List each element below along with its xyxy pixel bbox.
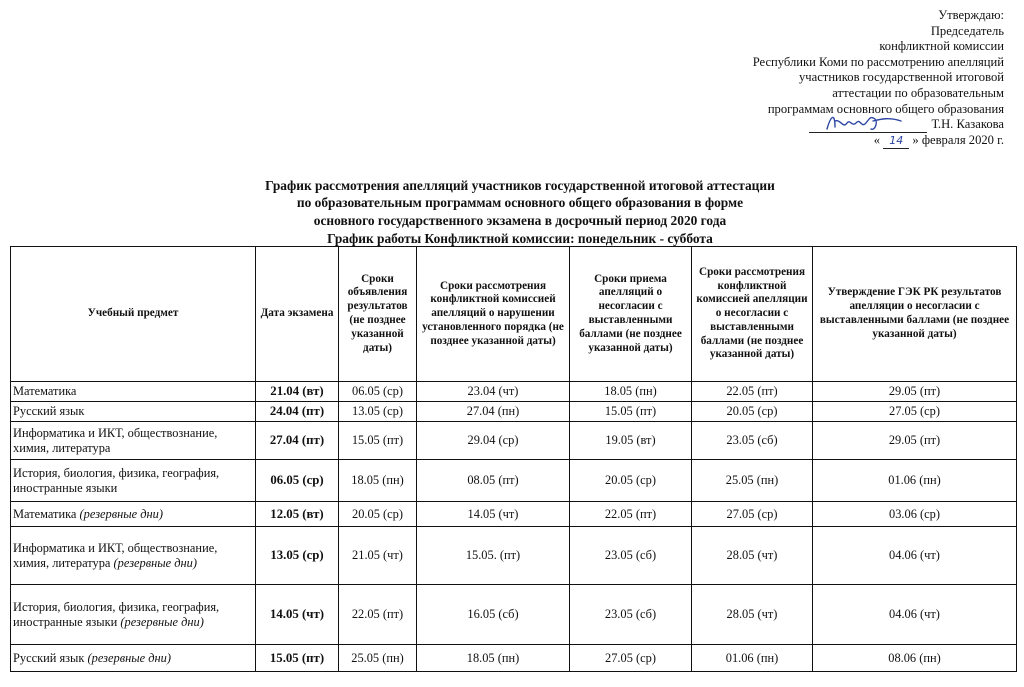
- approve-cell: 08.06 (пн): [813, 645, 1017, 672]
- approval-date: [584, 133, 1004, 150]
- subject-cell: [11, 527, 256, 585]
- signature-line: [584, 117, 1004, 133]
- date-open: «: [873, 132, 881, 147]
- subject-cell: [11, 402, 256, 422]
- table-row: [11, 502, 1017, 527]
- exam-date-cell: 15.05 (пт): [256, 645, 339, 672]
- signature-blank: [809, 119, 927, 133]
- violation-cell: 15.05. (пт): [417, 527, 570, 585]
- header-results: Сроки объявления результатов (не позднее указанной даты): [339, 247, 417, 382]
- subject-name: Русский язык: [13, 650, 85, 665]
- exam-date-cell: 13.05 (ср): [256, 527, 339, 585]
- header-exam-date: Дата экзамена: [256, 247, 339, 382]
- review-cell: 28.05 (чт): [692, 527, 813, 585]
- violation-cell: 08.05 (пт): [417, 460, 570, 502]
- exam-date-cell: 21.04 (вт): [256, 382, 339, 402]
- accept-cell: 20.05 (ср): [570, 460, 692, 502]
- table-row: [11, 645, 1017, 672]
- violation-cell: 18.05 (пн): [417, 645, 570, 672]
- header-appeal-review: Сроки рассмотрения конфликтной комиссией апелляции о несогласии с выставленными баллами (не позднее указанной даты): [692, 247, 813, 382]
- subject-name: Информатика и ИКТ, обществознание, химия, литература: [13, 540, 218, 570]
- table-row: [11, 527, 1017, 585]
- reserve-note: (резервные дни): [120, 614, 204, 629]
- approve-cell: 29.05 (пт): [813, 422, 1017, 460]
- subject-cell: [11, 422, 256, 460]
- subject-cell: [11, 460, 256, 502]
- header-gek-approval: Утверждение ГЭК РК результатов апелляции о несогласии с выставленными баллами (не позднее указанной даты): [813, 247, 1017, 382]
- approve-cell: 03.06 (ср): [813, 502, 1017, 527]
- header-violation-review: Сроки рассмотрения конфликтной комиссией апелляций о нарушении установленного порядка (не позднее указанной даты): [417, 247, 570, 382]
- approval-line: программам основного общего образования: [767, 101, 1004, 116]
- approve-cell: 04.06 (чт): [813, 527, 1017, 585]
- subject-name: История, биология, физика, география, иностранные языки: [13, 465, 220, 495]
- approval-block: [584, 8, 1004, 149]
- approval-line: конфликтной комиссии: [879, 39, 1004, 54]
- subject-name: Информатика и ИКТ, обществознание, химия, литература: [13, 425, 218, 455]
- exam-date-cell: 14.05 (чт): [256, 585, 339, 645]
- date-day: 14: [883, 133, 909, 150]
- table-row: [11, 585, 1017, 645]
- violation-cell: 29.04 (ср): [417, 422, 570, 460]
- document-title: [150, 177, 890, 229]
- approval-line: аттестации по образовательным: [832, 85, 1004, 100]
- accept-cell: 22.05 (пт): [570, 502, 692, 527]
- approve-cell: 29.05 (пт): [813, 382, 1017, 402]
- results-cell: 15.05 (пт): [339, 422, 417, 460]
- review-cell: 25.05 (пн): [692, 460, 813, 502]
- subject-name: Математика: [13, 506, 77, 521]
- results-cell: 20.05 (ср): [339, 502, 417, 527]
- accept-cell: 27.05 (ср): [570, 645, 692, 672]
- review-cell: 28.05 (чт): [692, 585, 813, 645]
- accept-cell: 19.05 (вт): [570, 422, 692, 460]
- signatory-name: Т.Н. Казакова: [931, 117, 1004, 132]
- violation-cell: 16.05 (сб): [417, 585, 570, 645]
- reserve-note: (резервные дни): [113, 555, 197, 570]
- exam-date-cell: 12.05 (вт): [256, 502, 339, 527]
- header-subject: Учебный предмет: [11, 247, 256, 382]
- approval-line: Республики Коми по рассмотрению апелляций: [752, 54, 1004, 69]
- date-rest: » февраля 2020 г.: [912, 132, 1004, 147]
- subject-cell: [11, 585, 256, 645]
- accept-cell: 18.05 (пн): [570, 382, 692, 402]
- title-line: График рассмотрения апелляций участников государственной итоговой аттестации: [265, 178, 775, 193]
- subject-cell: [11, 382, 256, 402]
- accept-cell: 23.05 (сб): [570, 527, 692, 585]
- table-row: [11, 402, 1017, 422]
- approval-line: участников государственной итоговой: [799, 70, 1004, 85]
- review-cell: 27.05 (ср): [692, 502, 813, 527]
- results-cell: 25.05 (пн): [339, 645, 417, 672]
- table-row: [11, 382, 1017, 402]
- table-row: [11, 460, 1017, 502]
- accept-cell: 15.05 (пт): [570, 402, 692, 422]
- schedule-table: [10, 246, 1017, 672]
- review-cell: 23.05 (сб): [692, 422, 813, 460]
- review-cell: 20.05 (ср): [692, 402, 813, 422]
- exam-date-cell: 27.04 (пт): [256, 422, 339, 460]
- approve-cell: 04.06 (чт): [813, 585, 1017, 645]
- review-cell: 01.06 (пн): [692, 645, 813, 672]
- approve-cell: 01.06 (пн): [813, 460, 1017, 502]
- title-line: по образовательным программам основного общего образования в форме: [296, 195, 744, 211]
- violation-cell: 14.05 (чт): [417, 502, 570, 527]
- subject-name: Русский язык: [13, 404, 85, 418]
- approve-cell: 27.05 (ср): [813, 402, 1017, 422]
- results-cell: 22.05 (пт): [339, 585, 417, 645]
- document-subtitle: График работы Конфликтной комиссии: понедельник - суббота: [327, 231, 713, 246]
- accept-cell: 23.05 (сб): [570, 585, 692, 645]
- reserve-note: (резервные дни): [79, 506, 163, 521]
- subject-name: История, биология, физика, география, иностранные языки: [13, 599, 220, 629]
- subject-name: Математика: [13, 384, 77, 398]
- results-cell: 13.05 (ср): [339, 402, 417, 422]
- violation-cell: 23.04 (чт): [417, 382, 570, 402]
- subject-cell: [11, 502, 256, 527]
- reserve-note: (резервные дни): [87, 650, 171, 665]
- results-cell: 21.05 (чт): [339, 527, 417, 585]
- review-cell: 22.05 (пт): [692, 382, 813, 402]
- results-cell: 06.05 (ср): [339, 382, 417, 402]
- approval-line: Председатель: [930, 23, 1004, 38]
- subject-cell: [11, 645, 256, 672]
- title-line: основного государственного экзамена в досрочный период 2020 года: [313, 212, 727, 228]
- exam-date-cell: 06.05 (ср): [256, 460, 339, 502]
- header-row: [11, 247, 1017, 382]
- violation-cell: 27.04 (пн): [417, 402, 570, 422]
- approval-line: Утверждаю:: [938, 8, 1004, 22]
- results-cell: 18.05 (пн): [339, 460, 417, 502]
- table-row: [11, 422, 1017, 460]
- handwritten-signature: [823, 109, 903, 137]
- exam-date-cell: 24.04 (пт): [256, 402, 339, 422]
- header-appeal-accept: Сроки приема апелляций о несогласии с выставленными баллами (не позднее указанной даты): [570, 247, 692, 382]
